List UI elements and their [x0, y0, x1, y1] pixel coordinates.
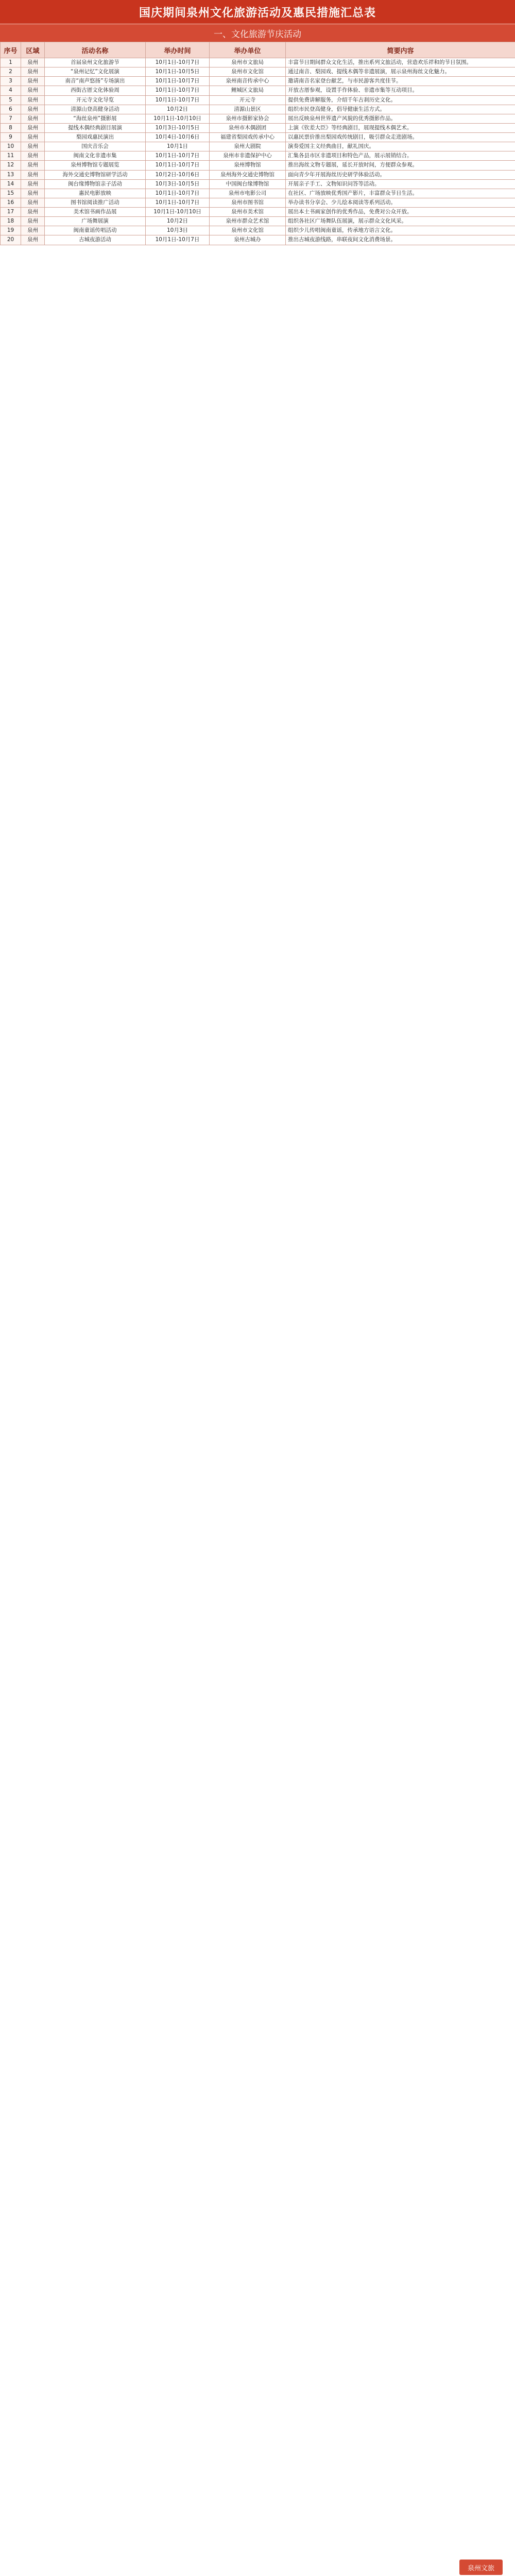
row-region: 泉州 — [21, 86, 45, 95]
row-index: 8 — [1, 123, 21, 132]
row-organizer: 泉州市非遗保护中心 — [210, 151, 286, 161]
row-region: 泉州 — [21, 161, 45, 170]
row-time: 10月1日-10月7日 — [146, 58, 210, 67]
row-organizer: 泉州南音传承中心 — [210, 77, 286, 86]
row-organizer: 泉州市文化馆 — [210, 67, 286, 77]
header-activity: 活动名称 — [45, 42, 146, 58]
row-index: 4 — [1, 86, 21, 95]
row-region: 泉州 — [21, 198, 45, 207]
row-activity: 闽南文化非遗市集 — [45, 151, 146, 161]
row-organizer: 泉州市图书馆 — [210, 198, 286, 207]
row-region: 泉州 — [21, 170, 45, 179]
row-summary: 举办读书分享会、少儿绘本阅读等系列活动。 — [286, 198, 515, 207]
row-activity: 清源山登高健身活动 — [45, 105, 146, 114]
table-row — [1, 67, 515, 77]
row-organizer: 中国闽台缘博物馆 — [210, 179, 286, 189]
header-organizer: 举办单位 — [210, 42, 286, 58]
row-time: 10月1日-10月7日 — [146, 77, 210, 86]
row-region: 泉州 — [21, 133, 45, 142]
row-index: 19 — [1, 226, 21, 235]
row-activity: 惠民电影放映 — [45, 189, 146, 198]
table-row — [1, 142, 515, 151]
table-row — [1, 105, 515, 114]
table-row — [1, 170, 515, 179]
table-row — [1, 58, 515, 67]
row-activity: “海丝泉州”摄影展 — [45, 114, 146, 123]
table-body — [1, 58, 515, 245]
table-row — [1, 123, 515, 132]
row-summary: 演奏爱国主义经典曲目，献礼国庆。 — [286, 142, 515, 151]
row-index: 13 — [1, 170, 21, 179]
row-activity: 首届泉州文化旅游节 — [45, 58, 146, 67]
row-time: 10月1日-10月10日 — [146, 208, 210, 217]
row-index: 17 — [1, 208, 21, 217]
table-row — [1, 179, 515, 189]
row-time: 10月1日-10月7日 — [146, 86, 210, 95]
row-summary: 邀请南音名家登台献艺，与市民游客共度佳节。 — [286, 77, 515, 86]
row-activity: 古城夜游活动 — [45, 235, 146, 245]
row-activity: 西街古厝文化体验周 — [45, 86, 146, 95]
row-region: 泉州 — [21, 77, 45, 86]
row-activity: 闽台缘博物馆亲子活动 — [45, 179, 146, 189]
page-title: 国庆期间泉州文化旅游活动及惠民措施汇总表 — [0, 0, 515, 24]
row-organizer: 泉州市摄影家协会 — [210, 114, 286, 123]
row-index: 9 — [1, 133, 21, 142]
row-summary: 组织少儿传唱闽南童谣，传承地方语言文化。 — [286, 226, 515, 235]
activity-table — [0, 42, 515, 245]
row-region: 泉州 — [21, 208, 45, 217]
row-organizer: 泉州市群众艺术馆 — [210, 217, 286, 226]
row-activity: 图书馆阅读推广活动 — [45, 198, 146, 207]
row-time: 10月1日-10月7日 — [146, 95, 210, 105]
row-summary: 推出海丝文物专题展，延长开放时间，方便群众参观。 — [286, 161, 515, 170]
row-activity: 提线木偶经典剧目展演 — [45, 123, 146, 132]
row-summary: 上演《钦差大臣》等经典剧目，展现提线木偶艺术。 — [286, 123, 515, 132]
row-time: 10月3日 — [146, 226, 210, 235]
row-index: 12 — [1, 161, 21, 170]
row-time: 10月2日 — [146, 105, 210, 114]
row-organizer: 清源山景区 — [210, 105, 286, 114]
row-time: 10月1日-10月7日 — [146, 161, 210, 170]
row-summary: 组织各社区广场舞队伍展演，展示群众文化风采。 — [286, 217, 515, 226]
row-summary: 开放古厝参观，设置手作体验、非遗市集等互动项目。 — [286, 86, 515, 95]
row-summary: 在社区、广场放映优秀国产影片，丰富群众节日生活。 — [286, 189, 515, 198]
row-index: 11 — [1, 151, 21, 161]
row-summary: 丰富节日期间群众文化生活，推出系列文旅活动，营造欢乐祥和的节日氛围。 — [286, 58, 515, 67]
row-region: 泉州 — [21, 189, 45, 198]
table-row — [1, 114, 515, 123]
table-row — [1, 133, 515, 142]
row-region: 泉州 — [21, 179, 45, 189]
row-region: 泉州 — [21, 142, 45, 151]
table-row — [1, 95, 515, 105]
header-index: 序号 — [1, 42, 21, 58]
row-index: 5 — [1, 95, 21, 105]
table-row — [1, 217, 515, 226]
row-organizer: 福建省梨园戏传承中心 — [210, 133, 286, 142]
row-index: 15 — [1, 189, 21, 198]
row-time: 10月1日-10月7日 — [146, 198, 210, 207]
row-region: 泉州 — [21, 151, 45, 161]
section-title: 一、文化旅游节庆活动 — [0, 24, 515, 42]
row-activity: “泉州记忆”文化展演 — [45, 67, 146, 77]
row-time: 10月4日-10月6日 — [146, 133, 210, 142]
table-row — [1, 198, 515, 207]
table-row — [1, 77, 515, 86]
row-region: 泉州 — [21, 114, 45, 123]
row-region: 泉州 — [21, 226, 45, 235]
row-summary: 面向青少年开展海丝历史研学体验活动。 — [286, 170, 515, 179]
header-summary: 简要内容 — [286, 42, 515, 58]
row-organizer: 泉州市电影公司 — [210, 189, 286, 198]
row-time: 10月1日-10月7日 — [146, 189, 210, 198]
row-organizer: 泉州市文旅局 — [210, 58, 286, 67]
row-summary: 汇集各县市区非遗项目和特色产品，展示展销结合。 — [286, 151, 515, 161]
row-organizer: 泉州海外交通史博物馆 — [210, 170, 286, 179]
row-region: 泉州 — [21, 95, 45, 105]
header-time: 举办时间 — [146, 42, 210, 58]
row-index: 18 — [1, 217, 21, 226]
row-time: 10月1日-10月7日 — [146, 235, 210, 245]
row-time: 10月2日-10月6日 — [146, 170, 210, 179]
row-time: 10月1日-10月10日 — [146, 114, 210, 123]
row-region: 泉州 — [21, 235, 45, 245]
row-organizer: 开元寺 — [210, 95, 286, 105]
row-activity: 开元寺文化导览 — [45, 95, 146, 105]
table-row — [1, 226, 515, 235]
row-organizer: 泉州市美术馆 — [210, 208, 286, 217]
table-row — [1, 208, 515, 217]
row-time: 10月1日-10月7日 — [146, 151, 210, 161]
row-time: 10月1日 — [146, 142, 210, 151]
brand-seal: 泉州文旅 — [459, 2560, 503, 2575]
row-time: 10月1日-10月5日 — [146, 67, 210, 77]
row-time: 10月2日 — [146, 217, 210, 226]
row-summary: 通过南音、梨园戏、提线木偶等非遗展演，展示泉州海丝文化魅力。 — [286, 67, 515, 77]
table-row — [1, 189, 515, 198]
row-region: 泉州 — [21, 105, 45, 114]
table-row — [1, 235, 515, 245]
row-region: 泉州 — [21, 123, 45, 132]
row-activity: 美术馆书画作品展 — [45, 208, 146, 217]
row-organizer: 鲤城区文旅局 — [210, 86, 286, 95]
row-organizer: 泉州市文化馆 — [210, 226, 286, 235]
row-organizer: 泉州市木偶剧团 — [210, 123, 286, 132]
header-region: 区域 — [21, 42, 45, 58]
row-region: 泉州 — [21, 67, 45, 77]
row-activity: 广场舞展演 — [45, 217, 146, 226]
row-summary: 开展亲子手工、文物知识问答等活动。 — [286, 179, 515, 189]
row-index: 20 — [1, 235, 21, 245]
row-time: 10月3日-10月5日 — [146, 123, 210, 132]
row-organizer: 泉州古城办 — [210, 235, 286, 245]
row-index: 6 — [1, 105, 21, 114]
table-row — [1, 161, 515, 170]
row-summary: 组织市民登高健身，倡导健康生活方式。 — [286, 105, 515, 114]
row-activity: 南音“南声悠扬”专场演出 — [45, 77, 146, 86]
table-row — [1, 151, 515, 161]
table-header-row — [1, 42, 515, 58]
row-index: 2 — [1, 67, 21, 77]
row-summary: 展出反映泉州世界遗产风貌的优秀摄影作品。 — [286, 114, 515, 123]
row-index: 16 — [1, 198, 21, 207]
row-region: 泉州 — [21, 217, 45, 226]
row-summary: 以惠民票价推出梨园戏传统剧目，吸引群众走进剧场。 — [286, 133, 515, 142]
row-index: 14 — [1, 179, 21, 189]
row-time: 10月3日-10月5日 — [146, 179, 210, 189]
row-summary: 推出古城夜游线路，串联夜间文化消费场景。 — [286, 235, 515, 245]
row-summary: 提供免费讲解服务，介绍千年古刹历史文化。 — [286, 95, 515, 105]
row-activity: 海外交通史博物馆研学活动 — [45, 170, 146, 179]
row-activity: 国庆音乐会 — [45, 142, 146, 151]
row-summary: 展出本土书画家创作的优秀作品，免费对公众开放。 — [286, 208, 515, 217]
row-activity: 梨园戏惠民演出 — [45, 133, 146, 142]
row-organizer: 泉州大剧院 — [210, 142, 286, 151]
row-index: 10 — [1, 142, 21, 151]
table-row — [1, 86, 515, 95]
row-region: 泉州 — [21, 58, 45, 67]
row-organizer: 泉州博物馆 — [210, 161, 286, 170]
row-index: 1 — [1, 58, 21, 67]
row-index: 7 — [1, 114, 21, 123]
row-index: 3 — [1, 77, 21, 86]
row-activity: 泉州博物馆专题展览 — [45, 161, 146, 170]
row-activity: 闽南童谣传唱活动 — [45, 226, 146, 235]
